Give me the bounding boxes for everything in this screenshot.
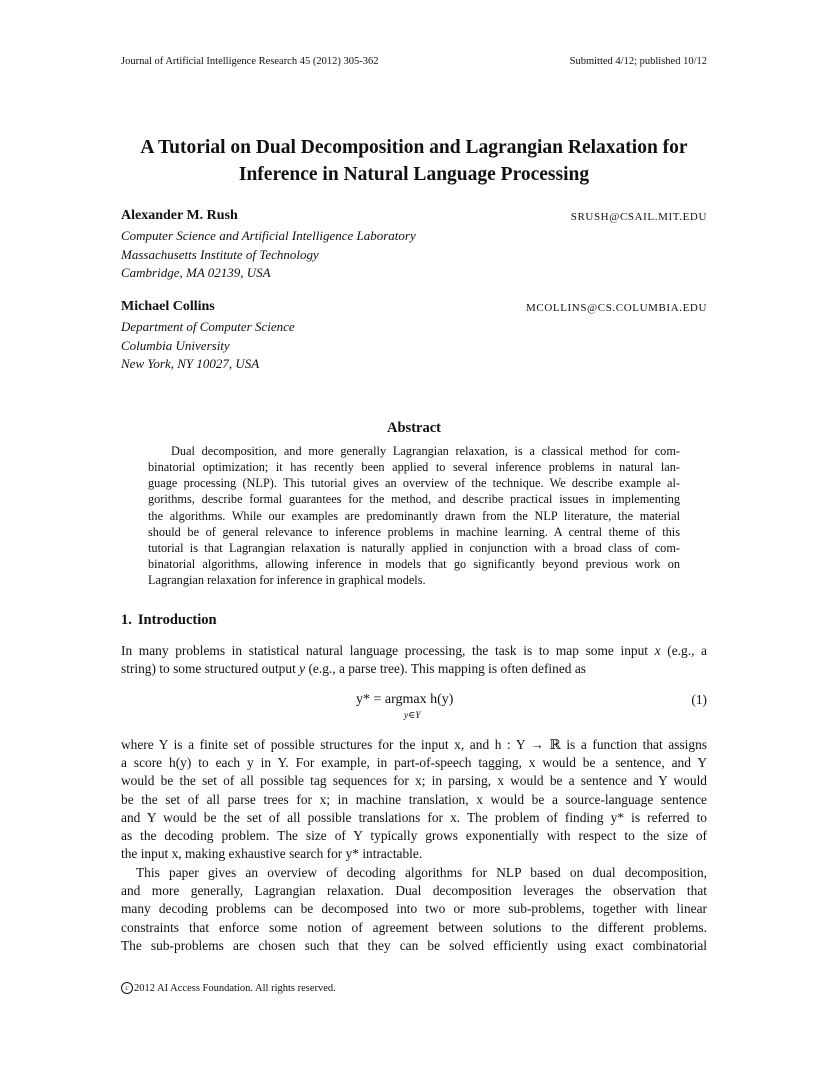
body-line bbox=[121, 642, 707, 660]
math-y: y bbox=[299, 661, 306, 677]
affiliation-line: Department of Computer Science bbox=[121, 319, 295, 334]
affiliation-line: Columbia University bbox=[121, 337, 230, 353]
body-paragraph bbox=[121, 864, 707, 955]
intro-paragraph bbox=[121, 642, 707, 678]
author-affiliation bbox=[121, 227, 416, 283]
body-line: The sub-problems are chosen such that they can be solved efficiently using exact combinatorial bbox=[121, 937, 707, 953]
journal-header: Journal of Artificial Intelligence Research 45 (2012) 305-362 bbox=[121, 56, 379, 67]
body-line: constraints that enforce some notion of agreement between solutions to the different problems. bbox=[121, 919, 707, 935]
abstract-heading: Abstract bbox=[387, 420, 441, 436]
submission-dates: Submitted 4/12; published 10/12 bbox=[569, 56, 707, 67]
body-line: the input x, making exhaustive search for y* intractable. bbox=[121, 846, 423, 862]
body-line bbox=[121, 660, 707, 678]
body-line: would be the set of all possible tag sequences for x; in parsing, x would be a sentence and Y would bbox=[121, 773, 707, 789]
text-run: (e.g., a parse tree). This mapping is often defined as bbox=[305, 661, 586, 677]
author-name: Michael Collins bbox=[121, 299, 215, 314]
body-line: be the set of all parse trees for x; in machine translation, x would be a source-language sentence bbox=[121, 791, 707, 807]
body-line: many decoding problems can be decomposed into two or more sub-problems, together with linear bbox=[121, 901, 707, 917]
copyright-text: 2012 AI Access Foundation. All rights reserved. bbox=[134, 983, 336, 994]
text-run: (e.g., a bbox=[660, 643, 708, 658]
body-line: as the decoding problem. The size of Y typically grows exponentially with respect to the size of bbox=[121, 827, 707, 843]
body-line: a score h(y) to each y in Y. For example, in part-of-speech tagging, x would be a sentence, and Y bbox=[121, 755, 707, 771]
equation-1 bbox=[0, 692, 828, 726]
section-title: Introduction bbox=[137, 612, 217, 628]
abstract-line: tutorial is that Lagrangian relaxation is naturally applied in conjunction with a broad class of com- bbox=[148, 540, 680, 555]
affiliation-line: New York, NY 10027, USA bbox=[121, 356, 260, 371]
author-affiliation bbox=[121, 318, 295, 374]
author-email: MCOLLINS@CS.COLUMBIA.EDU bbox=[526, 302, 707, 314]
abstract-line: Dual decomposition, and more generally Lagrangian relaxation, is a classical method for com- bbox=[171, 444, 680, 458]
author-email: SRUSH@CSAIL.MIT.EDU bbox=[570, 211, 707, 223]
equation-number: (1) bbox=[691, 692, 707, 707]
equation-subscript: y∈Y bbox=[404, 711, 421, 721]
section-heading bbox=[121, 612, 217, 629]
abstract-line: Lagrangian relaxation for inference in graphical models. bbox=[148, 573, 426, 588]
title-line: A Tutorial on Dual Decomposition and Lagrangian Relaxation for bbox=[140, 137, 688, 158]
abstract-line: guage processing (NLP). This tutorial gives an overview of the technique. We describe example al- bbox=[148, 476, 680, 491]
author-name: Alexander M. Rush bbox=[121, 208, 238, 223]
body-line: and more generally, Lagrangian relaxation. Dual decomposition leverages the observation that bbox=[121, 883, 707, 899]
body-line: where Y is a finite set of possible structures for the input x, and h : Y → ℝ is a function that assigns bbox=[121, 737, 707, 752]
abstract-line: binatorial algorithms, allowing inference in models that go significantly beyond previous work on bbox=[148, 556, 680, 571]
affiliation-line: Cambridge, MA 02139, USA bbox=[121, 265, 271, 280]
abstract-line: the algorithms. While our examples are predominantly drawn from the NLP literature, the material bbox=[148, 508, 680, 523]
title-line: Inference in Natural Language Processing bbox=[238, 164, 590, 185]
text-run: In many problems in statistical natural language processing, the task is to map some input bbox=[121, 643, 655, 658]
copyright-icon: c bbox=[121, 982, 133, 994]
body-paragraph bbox=[121, 736, 707, 863]
paper-title bbox=[100, 134, 728, 188]
abstract-line: binatorial optimization; it has recently been applied to several inference problems in natural lan- bbox=[148, 460, 680, 475]
abstract-line: should be of general relevance to inference problems in machine learning. A central theme of this bbox=[148, 524, 680, 539]
math-x: x bbox=[654, 643, 661, 658]
section-number: 1. bbox=[121, 612, 132, 628]
text-run: string) to some structured output bbox=[121, 661, 300, 677]
affiliation-line: Computer Science and Artificial Intelligence Laboratory bbox=[121, 228, 416, 243]
abstract-body bbox=[148, 443, 680, 588]
copyright-footer bbox=[121, 982, 336, 994]
equation-body: y* = argmax h(y) bbox=[356, 692, 454, 707]
abstract-line: gorithms, describe formal guarantees for the method, and describe practical issues in implementing bbox=[148, 492, 680, 507]
body-line: This paper gives an overview of decoding algorithms for NLP based on dual decomposition, bbox=[136, 865, 707, 880]
body-line: and Y would be the set of all possible translations for x. The problem of finding y* is referred to bbox=[121, 809, 707, 825]
affiliation-line: Massachusetts Institute of Technology bbox=[121, 246, 319, 262]
